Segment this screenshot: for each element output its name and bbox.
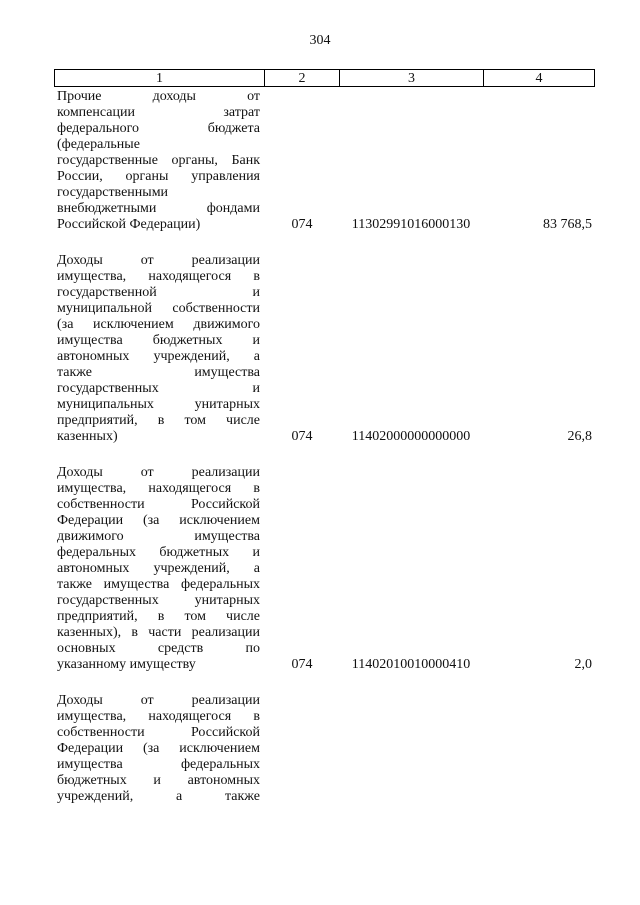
description-line: Прочие доходы от xyxy=(57,89,260,104)
description-line: казенных) xyxy=(57,429,118,444)
admin-code: 074 xyxy=(291,429,313,444)
header-col-3: 3 xyxy=(339,69,483,87)
row-description xyxy=(57,693,260,805)
description-line: муниципальной собственности xyxy=(57,301,260,316)
description-line: Российской Федерации) xyxy=(57,217,201,232)
description-line: собственности Российской xyxy=(57,725,260,740)
table-row xyxy=(0,253,640,445)
description-line: учреждений, а также xyxy=(57,789,260,804)
description-line: казенных), в части реализации xyxy=(57,625,260,640)
description-line: внебюджетными фондами xyxy=(57,201,260,216)
row-description xyxy=(57,253,260,445)
description-line: также имущества федеральных xyxy=(57,577,260,592)
table-row xyxy=(0,465,640,673)
description-line: движимого имущества xyxy=(57,529,260,544)
description-line: России, органы управления xyxy=(57,169,260,184)
header-col-2: 2 xyxy=(264,69,339,87)
row-description xyxy=(57,465,260,673)
description-line: (за исключением движимого xyxy=(57,317,260,332)
description-line: имущества, находящегося в xyxy=(57,481,260,496)
table-row xyxy=(0,693,640,805)
description-line: Доходы от реализации xyxy=(57,465,260,480)
kbk-code: 11402000000000000 xyxy=(351,429,471,444)
amount: 2,0 xyxy=(574,657,592,672)
description-line: указанному имуществу xyxy=(57,657,196,672)
description-line: Федерации (за исключением xyxy=(57,741,260,756)
description-line: предприятий, в том числе xyxy=(57,609,260,624)
description-line: государственных унитарных xyxy=(57,593,260,608)
description-line: Федерации (за исключением xyxy=(57,513,260,528)
description-line: муниципальных унитарных xyxy=(57,397,260,412)
admin-code: 074 xyxy=(291,217,313,232)
admin-code: 074 xyxy=(291,657,313,672)
description-line: государственными xyxy=(57,185,169,200)
description-line: автономных учреждений, а xyxy=(57,349,260,364)
description-line: федеральных бюджетных и xyxy=(57,545,260,560)
description-line: собственности Российской xyxy=(57,497,260,512)
header-col-1: 1 xyxy=(54,69,264,87)
description-line: основных средств по xyxy=(57,641,260,656)
table-row xyxy=(0,89,640,233)
description-line: имущества, находящегося в xyxy=(57,709,260,724)
description-line: предприятий, в том числе xyxy=(57,413,260,428)
row-description xyxy=(57,89,260,233)
description-line: также имущества xyxy=(57,365,260,380)
kbk-code: 11302991016000130 xyxy=(351,217,471,232)
description-line: имущества, находящегося в xyxy=(57,269,260,284)
amount: 83 768,5 xyxy=(543,217,592,232)
description-line: государственных и xyxy=(57,381,260,396)
description-line: имущества федеральных xyxy=(57,757,260,772)
page-number: 304 xyxy=(309,33,331,48)
description-line: федерального бюджета xyxy=(57,121,260,136)
table-body xyxy=(0,89,640,825)
description-line: автономных учреждений, а xyxy=(57,561,260,576)
description-line: Доходы от реализации xyxy=(57,253,260,268)
description-line: (федеральные xyxy=(57,137,140,152)
description-line: компенсации затрат xyxy=(57,105,260,120)
header-col-4: 4 xyxy=(483,69,595,87)
description-line: бюджетных и автономных xyxy=(57,773,260,788)
description-line: государственной и xyxy=(57,285,260,300)
description-line: имущества бюджетных и xyxy=(57,333,260,348)
description-line: государственные органы, Банк xyxy=(57,153,260,168)
amount: 26,8 xyxy=(567,429,592,444)
kbk-code: 11402010010000410 xyxy=(351,657,471,672)
description-line: Доходы от реализации xyxy=(57,693,260,708)
